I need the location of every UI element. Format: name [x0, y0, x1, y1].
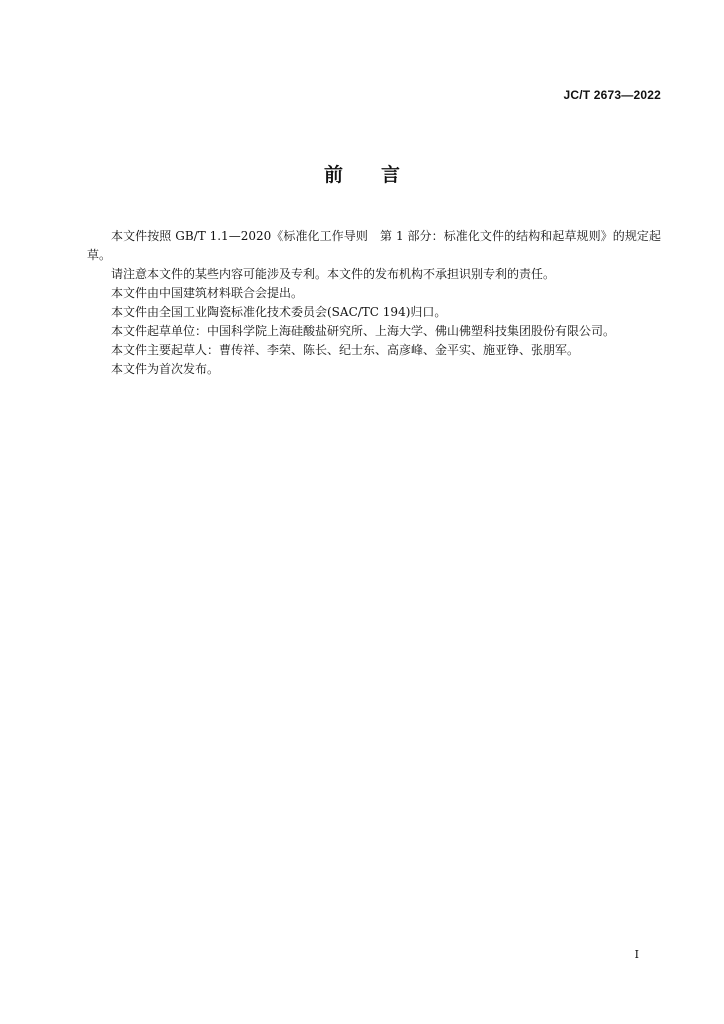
paragraph-first-release: 本文件为首次发布。: [111, 362, 220, 376]
title-char-1: 前: [323, 164, 343, 186]
paragraph-proposer: 本文件由中国建筑材料联合会提出。: [111, 286, 304, 300]
page-title: [0, 160, 724, 187]
paragraph-drafting-units: 本文件起草单位：中国科学院上海硅酸盐研究所、上海大学、佛山佛塑科技集团股份有限公司。: [111, 324, 616, 338]
standard-number: JC/T 2673—2022: [563, 88, 661, 102]
paragraph-drafting-rules: 本文件按照 GB/T 1.1—2020《标准化工作导则 第 1 部分：标准化文件的结构和起草规则》的规定起草。: [87, 229, 661, 262]
foreword-body: [87, 227, 661, 379]
page-number: I: [634, 948, 639, 961]
paragraph-drafters: 本文件主要起草人：曹传祥、李荣、陈长、纪士东、高彦峰、金平实、施亚铮、张朋军。: [111, 343, 580, 357]
title-char-2: 言: [381, 164, 401, 186]
paragraph-committee: 本文件由全国工业陶瓷标准化技术委员会(SAC/TC 194)归口。: [111, 305, 447, 319]
paragraph-patent-notice: 请注意本文件的某些内容可能涉及专利。本文件的发布机构不承担识别专利的责任。: [111, 267, 556, 281]
